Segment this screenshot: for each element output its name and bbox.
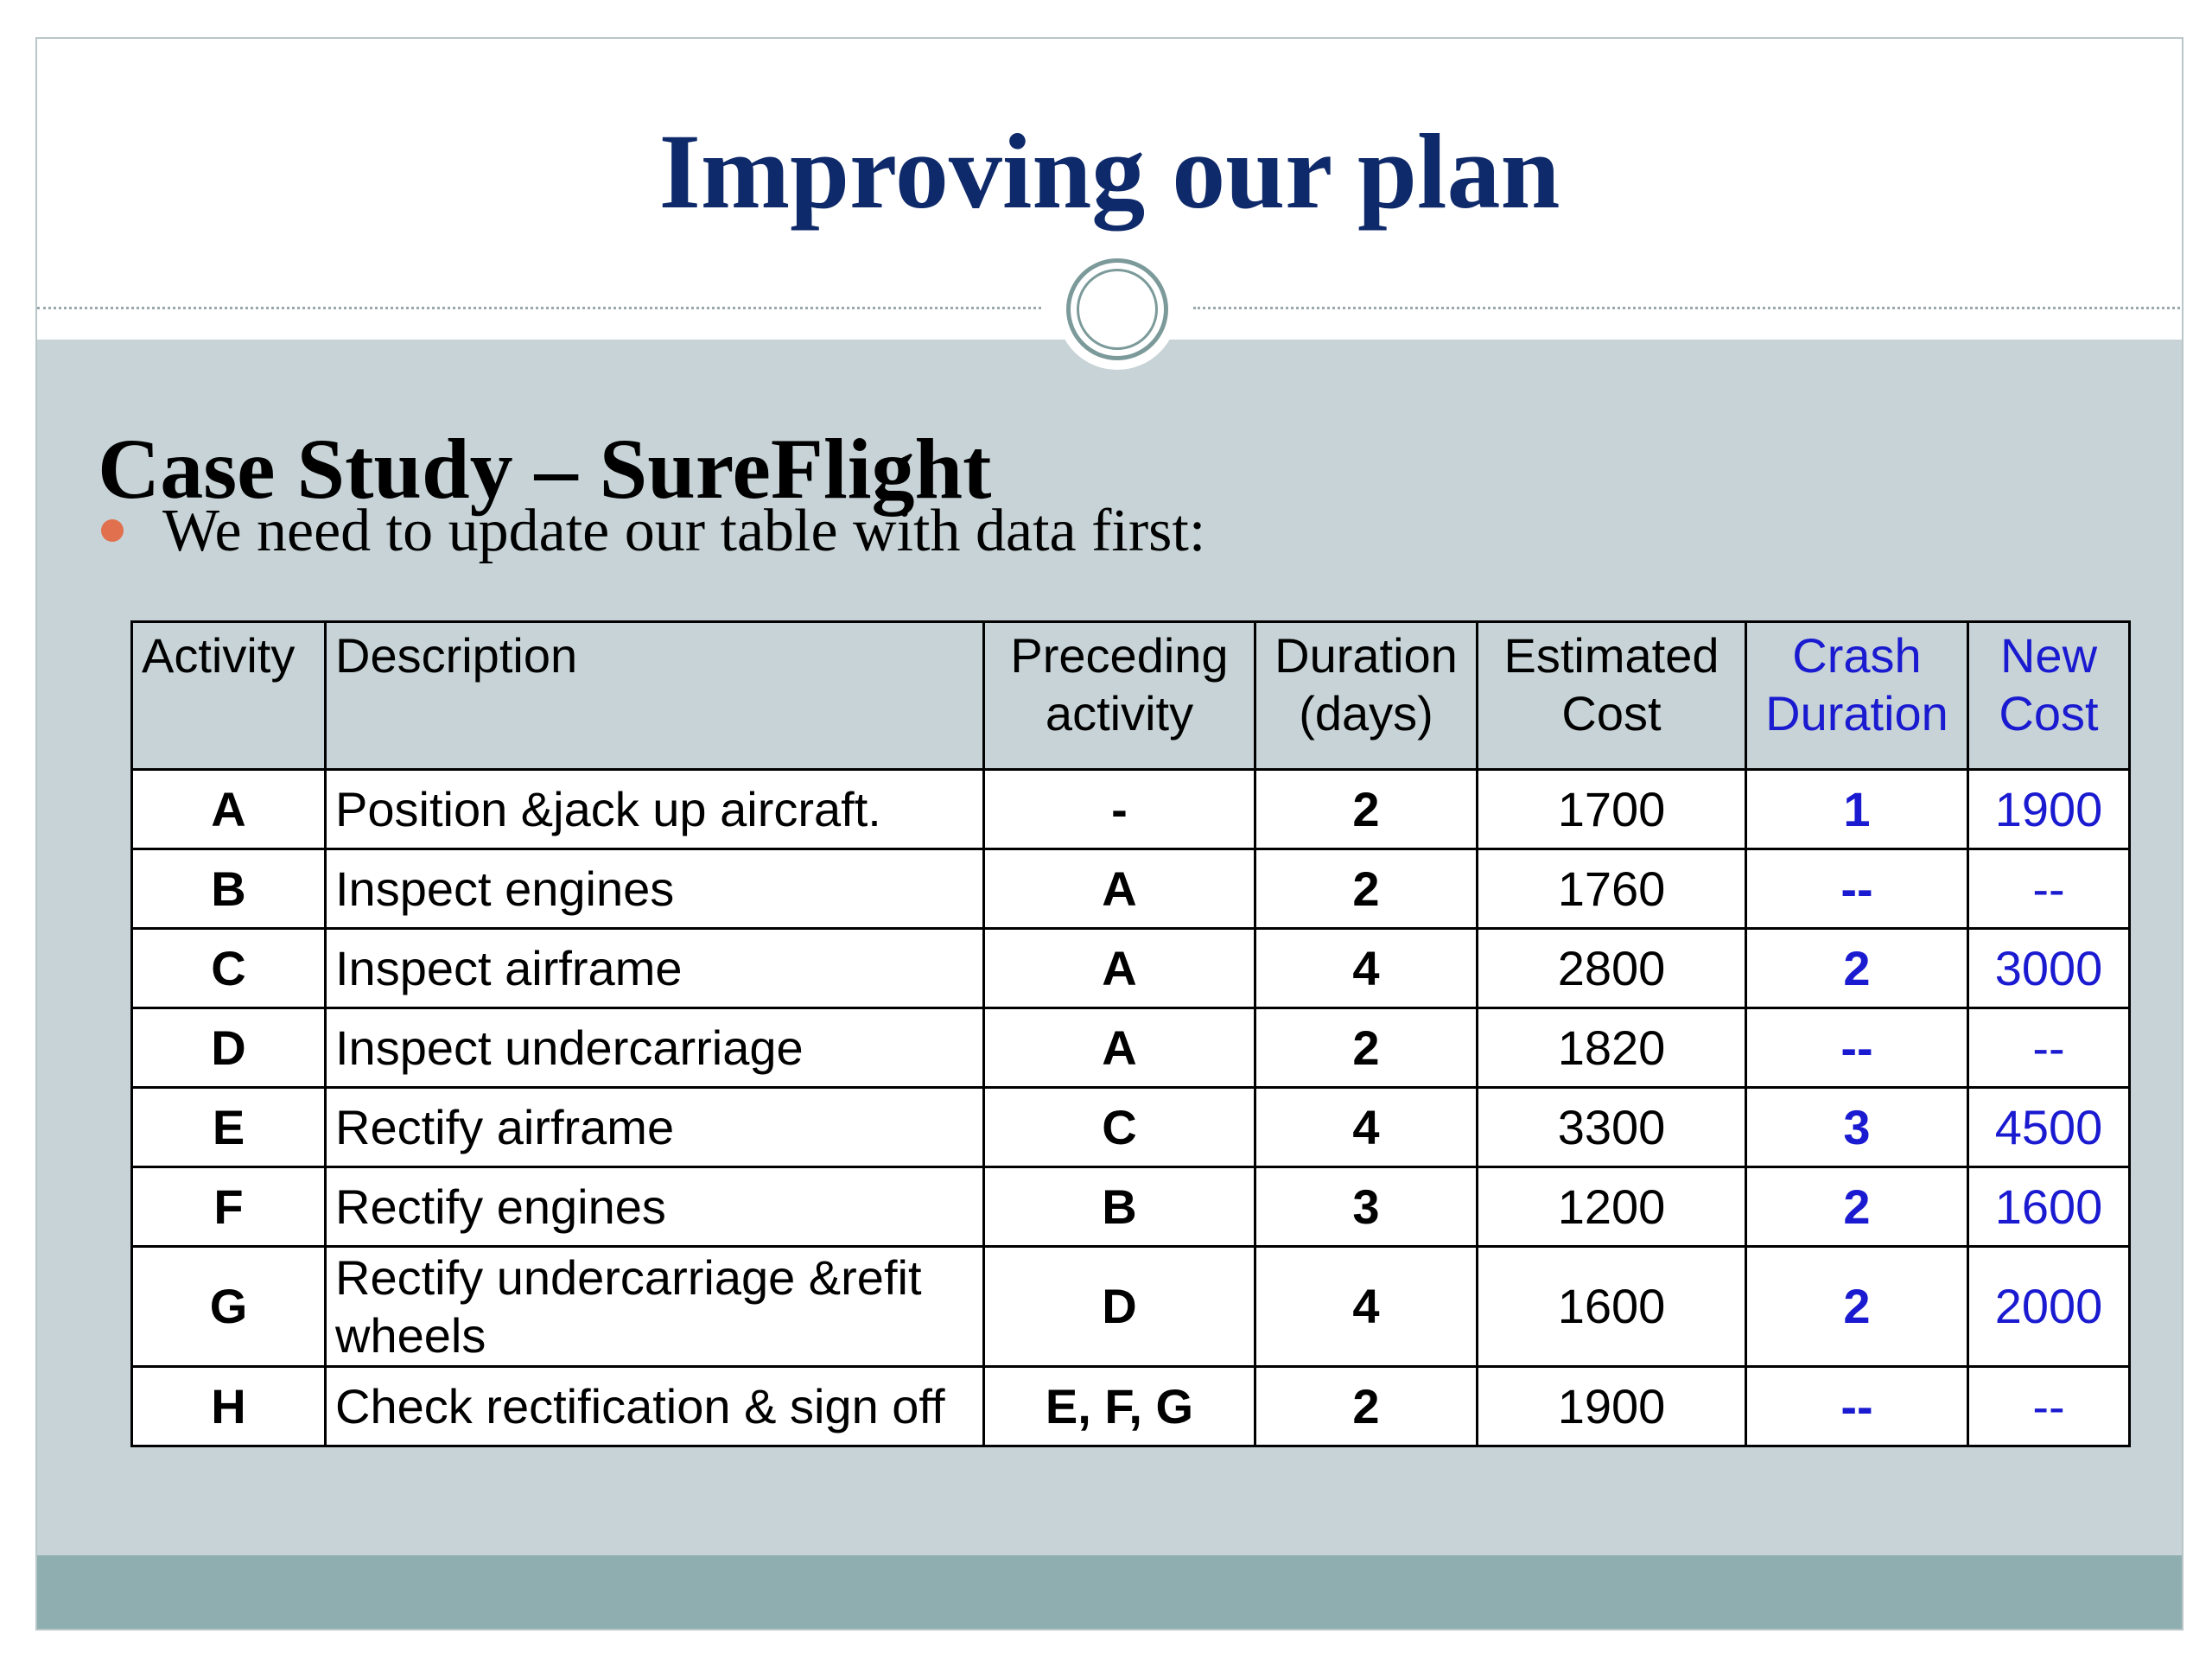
cell-duration: 3 (1255, 1167, 1478, 1247)
table-row (132, 1367, 2130, 1446)
cell-preceding-activity: E, F, G (984, 1367, 1255, 1446)
cell-duration: 2 (1255, 849, 1478, 929)
cell-estimated-cost: 3300 (1478, 1088, 1746, 1167)
cell-estimated-cost: 1820 (1478, 1008, 1746, 1088)
cell-crash-duration: 2 (1746, 1167, 1968, 1247)
cell-activity: G (132, 1247, 326, 1367)
cell-description: Check rectification & sign off (326, 1367, 984, 1446)
bullet-icon (101, 519, 124, 542)
cell-estimated-cost: 1700 (1478, 770, 1746, 849)
cell-estimated-cost: 1900 (1478, 1367, 1746, 1446)
cell-estimated-cost: 1760 (1478, 849, 1746, 929)
table-row (132, 849, 2130, 929)
title-divider-right (1193, 307, 2183, 309)
cell-new-cost: 1900 (1968, 770, 2130, 849)
cell-preceding-activity: A (984, 1008, 1255, 1088)
cell-description: Rectify undercarriage &refit wheels (326, 1247, 984, 1367)
cell-activity: F (132, 1167, 326, 1247)
cell-new-cost: -- (1968, 849, 2130, 929)
cell-description: Rectify engines (326, 1167, 984, 1247)
table-body (132, 770, 2130, 1446)
cell-crash-duration: 1 (1746, 770, 1968, 849)
cell-estimated-cost: 2800 (1478, 929, 1746, 1008)
cell-new-cost: -- (1968, 1008, 2130, 1088)
cell-description: Rectify airframe (326, 1088, 984, 1167)
header-crash-duration: Crash Duration (1746, 622, 1968, 770)
cell-crash-duration: 3 (1746, 1088, 1968, 1167)
cell-crash-duration: 2 (1746, 929, 1968, 1008)
cell-duration: 2 (1255, 1367, 1478, 1446)
cell-new-cost: 3000 (1968, 929, 2130, 1008)
cell-description: Inspect airframe (326, 929, 984, 1008)
cell-activity: A (132, 770, 326, 849)
header-activity: Activity (132, 622, 326, 770)
header-new-cost: New Cost (1968, 622, 2130, 770)
cell-activity: C (132, 929, 326, 1008)
slide (35, 37, 2183, 1630)
cell-new-cost: 2000 (1968, 1247, 2130, 1367)
divider-circle-inner (1077, 269, 1158, 350)
cell-preceding-activity: D (984, 1247, 1255, 1367)
table-row (132, 1167, 2130, 1247)
table-row (132, 1088, 2130, 1167)
table-header-row (132, 622, 2130, 770)
title-divider-left (37, 307, 1041, 309)
cell-crash-duration: -- (1746, 849, 1968, 929)
header-description: Description (326, 622, 984, 770)
cell-duration: 4 (1255, 929, 1478, 1008)
cell-crash-duration: -- (1746, 1008, 1968, 1088)
cell-crash-duration: 2 (1746, 1247, 1968, 1367)
cell-estimated-cost: 1200 (1478, 1167, 1746, 1247)
cell-new-cost: -- (1968, 1367, 2130, 1446)
table-row (132, 1247, 2130, 1367)
cell-preceding-activity: - (984, 770, 1255, 849)
cell-description: Position &jack up aircraft. (326, 770, 984, 849)
table-row (132, 1008, 2130, 1088)
footer-bar (37, 1555, 2182, 1630)
cell-duration: 2 (1255, 1008, 1478, 1088)
cell-crash-duration: -- (1746, 1367, 1968, 1446)
header-estimated-cost: Estimated Cost (1478, 622, 1746, 770)
cell-preceding-activity: A (984, 849, 1255, 929)
cell-new-cost: 1600 (1968, 1167, 2130, 1247)
cell-estimated-cost: 1600 (1478, 1247, 1746, 1367)
cell-duration: 2 (1255, 770, 1478, 849)
cell-activity: E (132, 1088, 326, 1167)
activity-table (130, 620, 2131, 1447)
cell-preceding-activity: C (984, 1088, 1255, 1167)
table-row (132, 770, 2130, 849)
cell-activity: B (132, 849, 326, 929)
table-row (132, 929, 2130, 1008)
slide-title: Improving our plan (658, 112, 1560, 231)
cell-duration: 4 (1255, 1088, 1478, 1167)
cell-preceding-activity: A (984, 929, 1255, 1008)
cell-description: Inspect engines (326, 849, 984, 929)
bullet-text: We need to update our table with data first: (162, 498, 1206, 564)
header-duration: Duration (days) (1255, 622, 1478, 770)
cell-duration: 4 (1255, 1247, 1478, 1367)
cell-preceding-activity: B (984, 1167, 1255, 1247)
case-study-heading: Case Study – SureFlight (98, 421, 992, 517)
cell-activity: H (132, 1367, 326, 1446)
header-preceding-activity: Preceding activity (984, 622, 1255, 770)
cell-description: Inspect undercarriage (326, 1008, 984, 1088)
cell-new-cost: 4500 (1968, 1088, 2130, 1167)
cell-activity: D (132, 1008, 326, 1088)
